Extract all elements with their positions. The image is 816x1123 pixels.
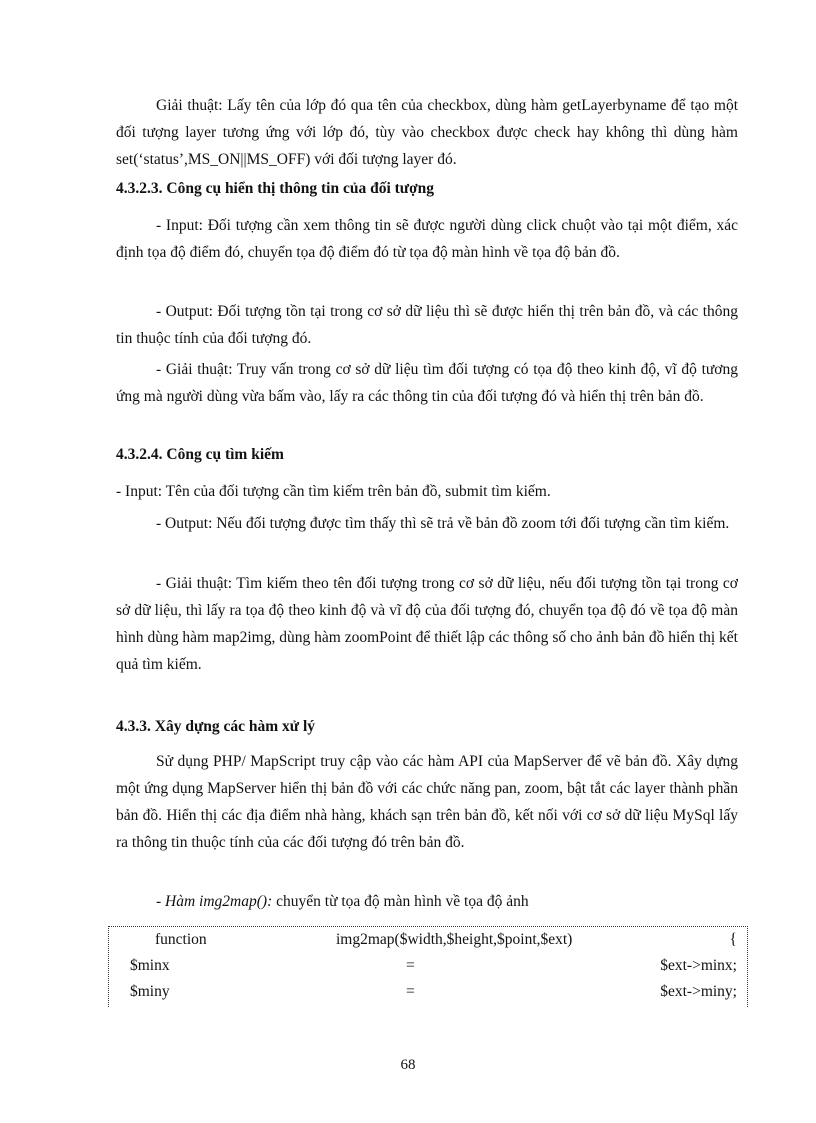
section-heading-4323: 4.3.2.3. Công cụ hiển thị thông tin của đối tượng bbox=[116, 180, 435, 197]
code-line-1 bbox=[109, 927, 747, 953]
code-token: $ext->minx; bbox=[660, 957, 737, 974]
code-token: function bbox=[155, 931, 207, 948]
info-input-paragraph: - Input: Đối tượng cần xem thông tin sẽ được người dùng click chuột vào tại một điểm, xác định tọa độ điểm đó, chuyển tọa độ điểm đó từ tọa độ màn hình về tọa độ bản đồ. bbox=[116, 217, 738, 261]
code-token: $ext->miny; bbox=[660, 983, 737, 1000]
code-line-2 bbox=[109, 953, 747, 979]
algorithm-paragraph: Giải thuật: Lấy tên của lớp đó qua tên của checkbox, dùng hàm getLayerbyname để tạo một đối tượng layer tương ứng với lớp đó, tùy vào checkbox được check hay không thì dùng hàm set(‘status’,MS_ON||MS_OFF) với đối tượng layer đó. bbox=[116, 97, 738, 168]
code-token: { bbox=[729, 931, 737, 948]
img2map-description bbox=[116, 888, 738, 915]
info-algorithm-paragraph: - Giải thuật: Truy vấn trong cơ sở dữ liệu tìm đối tượng có tọa độ theo kinh độ, vĩ độ tương ứng mà người dùng vừa bấm vào, lấy ra các thông tin của đối tượng đó và hiển thị trên bản đồ. bbox=[116, 361, 738, 405]
section-heading-433: 4.3.3. Xây dựng các hàm xử lý bbox=[116, 718, 316, 735]
code-token: = bbox=[406, 957, 415, 974]
section-heading-4324: 4.3.2.4. Công cụ tìm kiếm bbox=[116, 446, 284, 463]
code-token: $miny bbox=[130, 983, 170, 1000]
code-block bbox=[108, 926, 748, 1007]
code-line-3 bbox=[109, 979, 747, 1005]
code-token: = bbox=[406, 983, 415, 1000]
search-input-paragraph: - Input: Tên của đối tượng cần tìm kiếm trên bản đồ, submit tìm kiếm. bbox=[116, 483, 551, 500]
img2map-function-name: Hàm img2map(): bbox=[165, 893, 273, 910]
img2map-prefix: - bbox=[156, 893, 166, 910]
code-token: img2map($width,$height,$point,$ext) bbox=[336, 931, 573, 948]
page-number: 68 bbox=[400, 1057, 416, 1073]
code-token: $minx bbox=[130, 957, 170, 974]
img2map-desc-text: chuyển từ tọa độ màn hình về tọa độ ảnh bbox=[272, 893, 529, 910]
info-output-paragraph: - Output: Đối tượng tồn tại trong cơ sở dữ liệu thì sẽ được hiển thị trên bản đồ, và các thông tin thuộc tính của đối tượng đó. bbox=[116, 303, 738, 347]
search-output-paragraph: - Output: Nếu đối tượng được tìm thấy thì sẽ trả về bản đồ zoom tới đối tượng cần tìm kiếm. bbox=[156, 515, 730, 532]
search-algorithm-paragraph: - Giải thuật: Tìm kiếm theo tên đối tượng trong cơ sở dữ liệu, nếu đối tượng tồn tại trong cơ sở dữ liệu, thì lấy ra tọa độ theo kinh độ và vĩ độ của đối tượng đó, chuyển tọa độ đó về tọa độ màn hình dùng hàm map2img, dùng hàm zoomPoint để thiết lập các thông số cho ảnh bản đồ hiển thị kết quả tìm kiếm. bbox=[116, 575, 738, 673]
build-functions-paragraph: Sử dụng PHP/ MapScript truy cập vào các hàm API của MapServer để vẽ bản đồ. Xây dựng một ứng dụng MapServer hiển thị bản đồ với các chức năng pan, zoom, bật tắt các layer thành phần bản đồ. Hiển thị các địa điểm nhà hàng, khách sạn trên bản đồ, kết nối với cơ sở dữ liệu MySql lấy ra thông tin thuộc tính của các đối tượng đó trên bản đồ. bbox=[116, 753, 738, 851]
